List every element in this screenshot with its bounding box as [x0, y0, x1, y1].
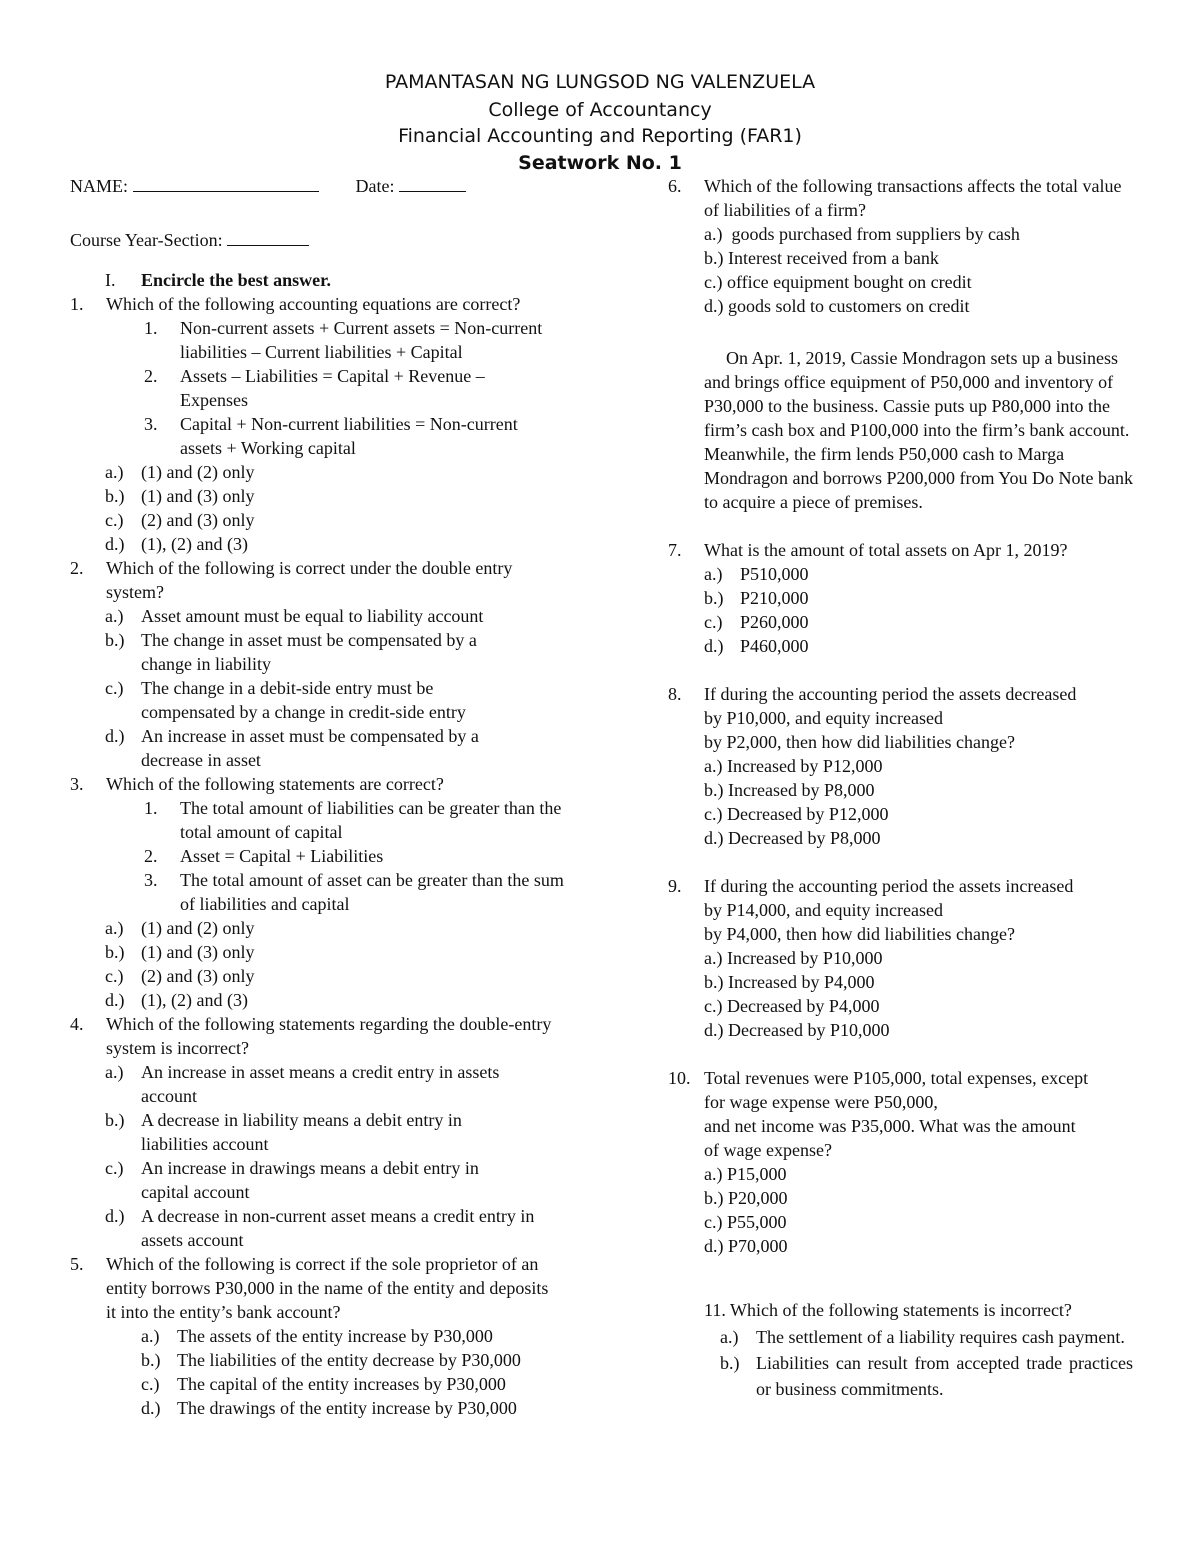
choice-a[interactable]: a.) The assets of the entity increase by P30,000 [141, 1326, 493, 1346]
choice-c[interactable]: c.) Decreased by P4,000 [704, 996, 880, 1016]
question-text: and net income was P35,000. What was the amount [704, 1116, 1076, 1136]
question-number: 4. [70, 1014, 84, 1034]
choice-d[interactable]: d.) (1), (2) and (3) [105, 534, 248, 554]
question-number: 6. [668, 176, 682, 196]
statement: 3. The total amount of asset can be greater than the sum of liabilities and capital [144, 870, 564, 914]
choice-b[interactable]: b.) The liabilities of the entity decrease by P30,000 [141, 1350, 521, 1370]
question-text: Which of the following statements regarding the double-entry system is incorrect? [106, 1014, 552, 1058]
choice-d[interactable]: d.) P460,000 [704, 636, 809, 656]
question-10 [668, 1066, 1133, 1258]
choice-d[interactable]: d.) The drawings of the entity increase by P30,000 [141, 1398, 517, 1418]
question-6 [668, 174, 1133, 318]
choice-a[interactable]: a.) goods purchased from suppliers by cash [704, 224, 1020, 244]
name-label: NAME: [70, 176, 128, 196]
choice-a[interactable]: a.) An increase in asset means a credit entry in assets account [105, 1062, 500, 1106]
choice-a[interactable]: a.) Increased by P12,000 [704, 756, 883, 776]
question-text: Which of the following accounting equations are correct? [106, 294, 521, 314]
statement: 1. The total amount of liabilities can be greater than the total amount of capital [144, 798, 562, 842]
choice-c[interactable]: c.) An increase in drawings means a debit entry in capital account [105, 1158, 479, 1202]
question-number: 11. [704, 1300, 726, 1320]
date-blank[interactable] [399, 174, 466, 192]
question-text: by P2,000, then how did liabilities change? [704, 732, 1015, 752]
right-column [668, 174, 1133, 1402]
choice-c[interactable]: c.) P55,000 [704, 1212, 787, 1232]
section-label: Course Year-Section: [70, 230, 223, 250]
choice-b[interactable]: b.) Increased by P8,000 [704, 780, 875, 800]
name-date-row [70, 174, 570, 198]
choice-b[interactable]: b.) P20,000 [704, 1188, 788, 1208]
name-blank[interactable] [133, 174, 319, 192]
question-1 [70, 292, 570, 460]
choice-a[interactable]: a.) Increased by P10,000 [704, 948, 883, 968]
choice-a[interactable]: a.) The settlement of a liability requires cash payment. [720, 1327, 1125, 1347]
section-row [70, 228, 570, 252]
instructions-text: Encircle the best answer. [141, 270, 331, 290]
choice-b[interactable]: b.) A decrease in liability means a debit entry in liabilities account [105, 1110, 462, 1154]
choice-a[interactable]: a.) (1) and (2) only [105, 918, 255, 938]
choice-a[interactable]: a.) P510,000 [704, 564, 809, 584]
instructions-roman: I. [105, 270, 116, 290]
question-text: If during the accounting period the assets decreased [704, 684, 1077, 704]
choice-d[interactable]: d.) P70,000 [704, 1236, 788, 1256]
question-2 [70, 556, 570, 604]
question-text: by P10,000, and equity increased [704, 708, 943, 728]
question-text: Total revenues were P105,000, total expenses, except [704, 1068, 1089, 1088]
question-8 [668, 682, 1133, 850]
question-text: Which of the following is correct under the double entry system? [106, 558, 513, 602]
choice-b[interactable]: b.) Interest received from a bank [704, 248, 939, 268]
choice-a[interactable]: a.) P15,000 [704, 1164, 787, 1184]
question-number: 10. [668, 1068, 691, 1088]
choice-c[interactable]: c.) (2) and (3) only [105, 510, 255, 530]
question-text: by P4,000, then how did liabilities change? [704, 924, 1015, 944]
statement: 2. Asset = Capital + Liabilities [144, 846, 384, 866]
choice-d[interactable]: d.) Decreased by P10,000 [704, 1020, 890, 1040]
college-name: College of Accountancy [488, 99, 712, 121]
choice-c[interactable]: c.) office equipment bought on credit [704, 272, 972, 292]
choice-c[interactable]: c.) Decreased by P12,000 [704, 804, 889, 824]
question-text: What is the amount of total assets on Apr 1, 2019? [704, 540, 1068, 560]
seatwork-title: Seatwork No. 1 [518, 152, 682, 174]
choice-c[interactable]: c.) The capital of the entity increases by P30,000 [141, 1374, 506, 1394]
question-number: 8. [668, 684, 682, 704]
question-11 [704, 1298, 1133, 1402]
question-text: Which of the following is correct if the sole proprietor of an entity borrows P30,000 in the name of the entity and deposits it into the entity’s bank account? [106, 1254, 549, 1322]
question-number: 5. [70, 1254, 84, 1274]
question-text: If during the accounting period the assets increased [704, 876, 1074, 896]
statement: 2. Assets – Liabilities = Capital + Revenue – Expenses [144, 366, 485, 410]
question-text: Which of the following transactions affects the total value of liabilities of a firm? [704, 176, 1122, 220]
choice-d[interactable]: d.) Decreased by P8,000 [704, 828, 881, 848]
choice-a[interactable]: a.) Asset amount must be equal to liability account [105, 606, 484, 626]
choice-d[interactable]: d.) goods sold to customers on credit [704, 296, 970, 316]
choice-d[interactable]: d.) A decrease in non-current asset means a credit entry in assets account [105, 1206, 535, 1250]
question-text: for wage expense were P50,000, [704, 1092, 938, 1112]
question-number: 9. [668, 876, 682, 896]
instructions [70, 268, 570, 292]
question-number: 1. [70, 294, 84, 314]
choice-b[interactable]: b.) Increased by P4,000 [704, 972, 875, 992]
question-9 [668, 874, 1133, 1042]
question-text: 11. Which of the following statements is incorrect? [704, 1300, 1072, 1320]
statement: 3. Capital + Non-current liabilities = Non-current assets + Working capital [144, 414, 518, 458]
course-title: Financial Accounting and Reporting (FAR1) [398, 125, 802, 147]
question-text: by P14,000, and equity increased [704, 900, 943, 920]
choice-a[interactable]: a.) (1) and (2) only [105, 462, 255, 482]
question-3 [70, 772, 570, 916]
choice-b[interactable]: b.) Liabilities can result from accepted trade practices or business commitments. [720, 1353, 1133, 1399]
choice-c[interactable]: c.) (2) and (3) only [105, 966, 255, 986]
choice-d[interactable]: d.) (1), (2) and (3) [105, 990, 248, 1010]
question-text: Which of the following statements are correct? [106, 774, 444, 794]
question-4 [70, 1012, 570, 1060]
choice-b[interactable]: b.) The change in asset must be compensated by a change in liability [105, 630, 477, 674]
choice-b[interactable]: b.) (1) and (3) only [105, 486, 255, 506]
left-column [70, 174, 570, 1420]
question-7 [668, 538, 1133, 658]
statement: 1. Non-current assets + Current assets = Non-current liabilities – Current liabilities + Capital [144, 318, 543, 362]
question-text: of wage expense? [704, 1140, 832, 1160]
choice-b[interactable]: b.) (1) and (3) only [105, 942, 255, 962]
question-number: 7. [668, 540, 682, 560]
choice-c[interactable]: c.) P260,000 [704, 612, 809, 632]
question-5 [70, 1252, 570, 1324]
question-number: 2. [70, 558, 84, 578]
question-number: 3. [70, 774, 84, 794]
choice-c[interactable]: c.) The change in a debit-side entry must be compensated by a change in credit-side entry [105, 678, 466, 722]
case-passage: On Apr. 1, 2019, Cassie Mondragon sets up a business and brings office equipment of P50,000 and inventory of P30,000 to the business. Cassie puts up P80,000 into the firm’s cash box and P100,000 into the firm’s bank account. Meanwhile, the firm lends P50,000 cash to Marga Mondragon and borrows P200,000 from You Do Note bank to acquire a piece of premises. [704, 348, 1133, 512]
section-blank[interactable] [227, 228, 309, 246]
date-label: Date: [355, 176, 395, 196]
university-name: PAMANTASAN NG LUNGSOD NG VALENZUELA [384, 71, 816, 93]
choice-b[interactable]: b.) P210,000 [704, 588, 809, 608]
choice-d[interactable]: d.) An increase in asset must be compensated by a decrease in asset [105, 726, 479, 770]
